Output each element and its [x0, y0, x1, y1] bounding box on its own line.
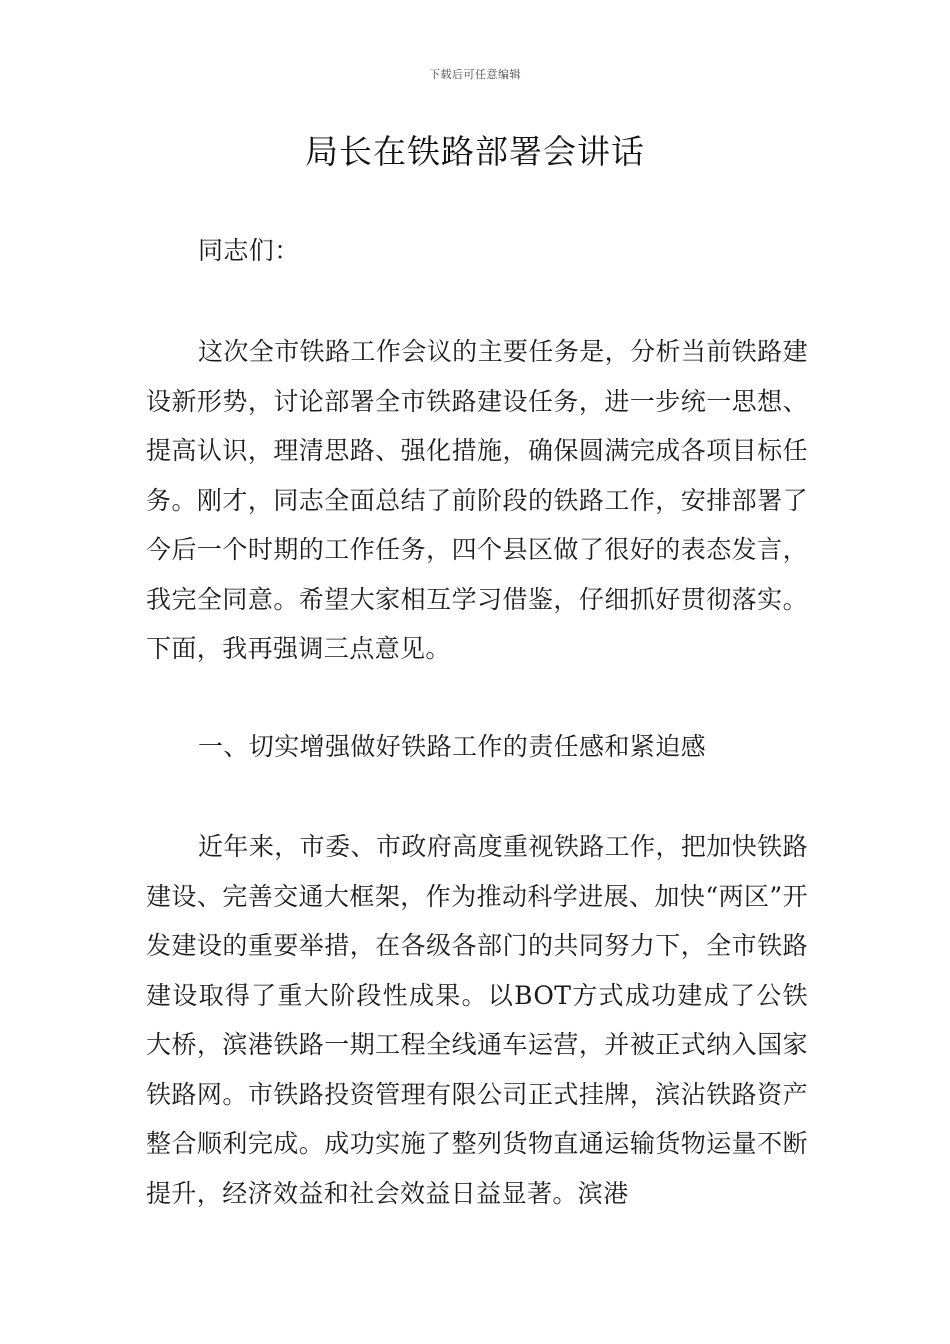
section-heading: 一、切实增强做好铁路工作的责任感和紧迫感 [198, 732, 707, 761]
salutation: 同志们： [198, 236, 300, 265]
document-title: 局长在铁路部署会讲话 [305, 132, 645, 171]
header-note: 下载后可任意编辑 [429, 68, 521, 81]
paragraph-intro: 这次全市铁路工作会议的主要任务是，分析当前铁路建设新形势，讨论部署全市铁路建设任务，进一步统一思想、提高认识，理清思路、强化措施，确保圆满完成各项目标任务。刚才，同志全面总结了前阶段的铁路工作，安排部署了今后一个时期的工作任务，四个县区做了很好的表态发言，我完全同意。希望大家相互学习借鉴，仔细抓好贯彻落实。下面，我再强调三点意见。 [146, 337, 808, 663]
paragraph-achievements: 近年来，市委、市政府高度重视铁路工作，把加快铁路建设、完善交通大框架，作为推动科学进展、加快“两区”开发建设的重要举措，在各级各部门的共同努力下，全市铁路建设取得了重大阶段性成果。以BOT方式成功建成了公铁大桥，滨港铁路一期工程全线通车运营，并被正式纳入国家铁路网。市铁路投资管理有限公司正式挂牌，滨沾铁路资产整合顺利完成。成功实施了整列货物直通运输货物运量不断提升，经济效益和社会效益日益显著。滨港 [146, 832, 808, 1208]
